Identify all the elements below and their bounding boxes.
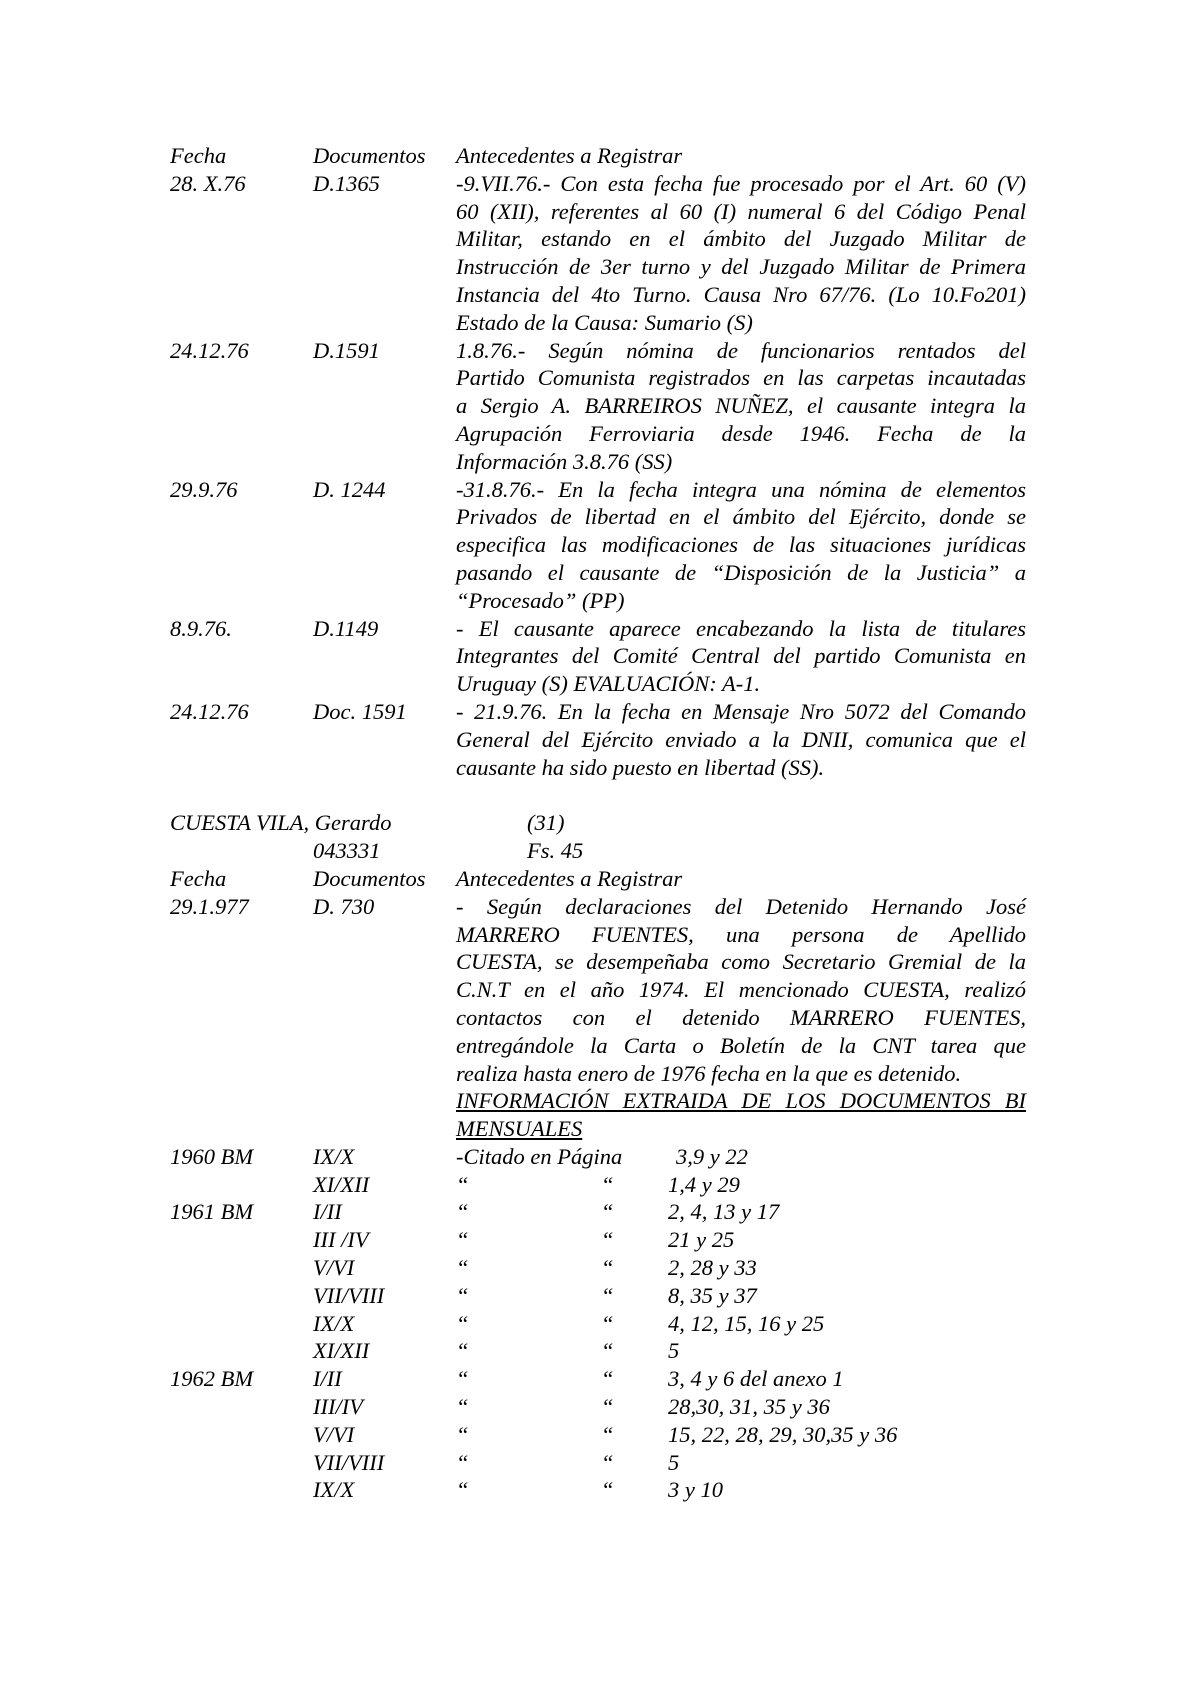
entry-line: -31.8.76.- En la fecha integra una nómina de elementos <box>456 476 1026 502</box>
entry-text <box>456 476 1026 615</box>
entry-line: Instancia del 4to Turno. Causa Nro 67/76. (Lo 10.Fo201) <box>456 281 1026 307</box>
header-antecedentes: Antecedentes a Registrar <box>456 865 683 891</box>
bm-pages: 4, 12, 15, 16 y 25 <box>668 1310 825 1336</box>
bm-period: III /IV <box>313 1227 369 1253</box>
person-id-row <box>170 837 1030 865</box>
entry-line: CUESTA, se desempeñaba como Secretario Gremial de la <box>456 949 1026 975</box>
entry-line: “Procesado” (PP) <box>456 587 625 613</box>
bm-citation <box>456 1254 1026 1282</box>
bm-citation <box>456 1171 1026 1199</box>
person-header <box>170 809 1030 837</box>
list-item <box>170 1171 1030 1199</box>
ditto-mark: “ <box>601 1338 614 1364</box>
list-item <box>170 1282 1030 1310</box>
ditto-mark: “ <box>456 1310 469 1336</box>
bm-year <box>170 1476 313 1504</box>
bm-pages: 3,9 y 22 <box>676 1143 748 1169</box>
bm-period: IX/X <box>313 1143 355 1169</box>
bm-year <box>170 1421 313 1449</box>
bm-citation <box>456 1310 1026 1338</box>
entry-line: a Sergio A. BARREIROS NUÑEZ, el causante integra la <box>456 393 1026 419</box>
list-item <box>170 1337 1030 1365</box>
bm-pages: 5 <box>668 1449 680 1475</box>
bm-citation <box>456 1143 1026 1171</box>
ditto-mark: “ <box>456 1394 469 1420</box>
entry-line: C.N.T en el año 1974. El mencionado CUESTA, realizó <box>456 977 1026 1003</box>
entry-fecha: 29.9.76 <box>170 476 238 502</box>
entry-line: -9.VII.76.- Con esta fecha fue procesado por el Art. 60 (V) <box>456 170 1026 196</box>
ditto-mark: “ <box>456 1255 469 1281</box>
bm-year: 1961 BM <box>170 1199 254 1225</box>
table-header-2 <box>170 865 1030 893</box>
entry-line: contactos con el detenido MARRERO FUENTES, <box>456 1004 1026 1030</box>
bm-cited-label: -Citado en Página <box>456 1143 623 1169</box>
table-row <box>170 615 1030 698</box>
ditto-mark: “ <box>601 1310 614 1336</box>
entry-line: 1.8.76.- Según nómina de funcionarios rentados del <box>456 337 1026 363</box>
entry-line: especifica las modificaciones de las situaciones jurídicas <box>456 532 1026 558</box>
bm-pages: 8, 35 y 37 <box>668 1282 757 1308</box>
bm-year <box>170 1226 313 1254</box>
entry-text <box>456 893 1026 1143</box>
table-row <box>170 476 1030 615</box>
bm-pages: 2, 28 y 33 <box>668 1255 757 1281</box>
list-item <box>170 1449 1030 1477</box>
bm-citation <box>456 1337 1026 1365</box>
bm-pages: 5 <box>668 1338 680 1364</box>
list-item <box>170 1365 1030 1393</box>
ditto-mark: “ <box>601 1421 614 1447</box>
person-id: 043331 <box>313 838 381 864</box>
ditto-mark: “ <box>601 1449 614 1475</box>
ditto-mark: “ <box>601 1199 614 1225</box>
ditto-mark: “ <box>456 1421 469 1447</box>
bm-citation <box>456 1282 1026 1310</box>
ditto-mark: “ <box>456 1338 469 1364</box>
bimensual-list <box>170 1143 1030 1504</box>
entry-line: realiza hasta enero de 1976 fecha en la que es detenido. <box>456 1060 962 1086</box>
bm-citation <box>456 1476 1026 1504</box>
section1-entries <box>170 170 1030 782</box>
ditto-mark: “ <box>456 1449 469 1475</box>
bm-period: III/IV <box>313 1394 363 1420</box>
ditto-mark: “ <box>456 1227 469 1253</box>
bm-year: 1962 BM <box>170 1366 254 1392</box>
entry-line: Uruguay (S) EVALUACIÓN: A-1. <box>456 671 761 697</box>
ditto-mark: “ <box>601 1366 614 1392</box>
bm-pages: 1,4 y 29 <box>668 1171 740 1197</box>
bm-year <box>170 1310 313 1338</box>
bm-period: VII/VIII <box>313 1449 385 1475</box>
ditto-mark: “ <box>456 1477 469 1503</box>
entry-fecha: 29.1.977 <box>170 893 249 919</box>
bm-period: V/VI <box>313 1255 355 1281</box>
document-page <box>170 142 1030 1504</box>
list-item <box>170 1254 1030 1282</box>
bm-citation <box>456 1449 1026 1477</box>
table-row <box>170 698 1030 781</box>
header-documentos: Documentos <box>313 865 426 891</box>
bm-pages: 3 y 10 <box>668 1477 723 1503</box>
entry-line: pasando el causante de “Disposición de la Justicia” a <box>456 559 1026 585</box>
entry-line: Militar, estando en el ámbito del Juzgado Militar de <box>456 226 1026 252</box>
header-antecedentes: Antecedentes a Registrar <box>456 143 683 168</box>
ditto-mark: “ <box>601 1227 614 1253</box>
header-fecha: Fecha <box>170 865 227 891</box>
bm-period: IX/X <box>313 1477 355 1503</box>
entry-text <box>456 170 1026 337</box>
entry-line: Agrupación Ferroviaria desde 1946. Fecha de la <box>456 420 1026 446</box>
bm-citation <box>456 1226 1026 1254</box>
entry-line: General del Ejército enviado a la DNII, comunica que el <box>456 726 1026 752</box>
entry-line: Integrantes del Comité Central del partido Comunista en <box>456 643 1026 669</box>
ditto-mark: “ <box>456 1282 469 1308</box>
entry-line: Privados de libertad en el ámbito del Ejército, donde se <box>456 504 1026 530</box>
bm-citation <box>456 1198 1026 1226</box>
ditto-mark: “ <box>601 1255 614 1281</box>
bm-year <box>170 1393 313 1421</box>
bm-year <box>170 1171 313 1199</box>
entry-line: Instrucción de 3er turno y del Juzgado Militar de Primera <box>456 254 1026 280</box>
bm-period: V/VI <box>313 1421 355 1447</box>
table-header <box>170 142 1030 170</box>
bm-period: VII/VIII <box>313 1282 385 1308</box>
bm-citation <box>456 1365 1026 1393</box>
ditto-mark: “ <box>456 1171 469 1197</box>
entry-doc: D. 1244 <box>313 476 386 502</box>
bm-year <box>170 1254 313 1282</box>
entry-fecha: 28. X.76 <box>170 170 246 196</box>
bm-citation <box>456 1421 1026 1449</box>
entry-doc: Doc. 1591 <box>313 698 407 724</box>
entry-fecha: 24.12.76 <box>170 698 249 724</box>
bm-pages: 2, 4, 13 y 17 <box>668 1199 780 1225</box>
bm-year <box>170 1337 313 1365</box>
bm-pages: 15, 22, 28, 29, 30,35 y 36 <box>668 1421 898 1447</box>
bm-pages: 28,30, 31, 35 y 36 <box>668 1394 830 1420</box>
entry-doc: D.1365 <box>313 170 380 196</box>
ditto-mark: “ <box>601 1282 614 1308</box>
entry-line: - Según declaraciones del Detenido Hernando José <box>456 893 1026 919</box>
table-row <box>170 893 1030 1143</box>
table-row <box>170 337 1030 476</box>
entry-line: - El causante aparece encabezando la lista de titulares <box>456 615 1026 641</box>
bm-year <box>170 1449 313 1477</box>
person-number: (31) <box>527 810 565 836</box>
entry-text <box>456 337 1026 476</box>
ditto-mark: “ <box>601 1171 614 1197</box>
bm-period: I/II <box>313 1199 342 1225</box>
person-folio: Fs. 45 <box>527 838 584 864</box>
entry-doc: D. 730 <box>313 893 375 919</box>
list-item <box>170 1143 1030 1171</box>
entry-line: entregándole la Carta o Boletín de la CNT tarea que <box>456 1032 1026 1058</box>
entry-doc: D.1149 <box>313 615 379 641</box>
list-item <box>170 1198 1030 1226</box>
list-item <box>170 1421 1030 1449</box>
bm-period: IX/X <box>313 1310 355 1336</box>
bm-pages: 3, 4 y 6 del anexo 1 <box>668 1366 844 1392</box>
list-item <box>170 1310 1030 1338</box>
subheading-line: MENSUALES <box>456 1116 583 1142</box>
ditto-mark: “ <box>601 1477 614 1503</box>
ditto-mark: “ <box>456 1366 469 1392</box>
header-fecha: Fecha <box>170 143 227 168</box>
bm-period: XI/XII <box>313 1338 370 1364</box>
entry-doc: D.1591 <box>313 337 380 363</box>
list-item <box>170 1476 1030 1504</box>
bm-period: XI/XII <box>313 1171 370 1197</box>
entry-text <box>456 615 1026 698</box>
table-row <box>170 170 1030 337</box>
bm-year: 1960 BM <box>170 1143 254 1169</box>
entry-line: Información 3.8.76 (SS) <box>456 448 673 474</box>
list-item <box>170 1226 1030 1254</box>
entry-line: 60 (XII), referentes al 60 (I) numeral 6 del Código Penal <box>456 198 1026 224</box>
ditto-mark: “ <box>601 1394 614 1420</box>
section-spacer <box>170 781 1030 809</box>
entry-line: MARRERO FUENTES, una persona de Apellido <box>456 921 1026 947</box>
entry-line: - 21.9.76. En la fecha en Mensaje Nro 5072 del Comando <box>456 698 1026 724</box>
entry-text <box>456 698 1026 781</box>
ditto-mark: “ <box>456 1199 469 1225</box>
bm-period: I/II <box>313 1366 342 1392</box>
header-documentos: Documentos <box>313 143 426 168</box>
list-item <box>170 1393 1030 1421</box>
entry-line: causante ha sido puesto en libertad (SS). <box>456 754 825 780</box>
person-name: CUESTA VILA, Gerardo <box>170 810 392 836</box>
bm-citation <box>456 1393 1026 1421</box>
bm-pages: 21 y 25 <box>668 1227 735 1253</box>
subheading-line: INFORMACIÓN EXTRAIDA DE LOS DOCUMENTOS BI <box>456 1088 1026 1114</box>
entry-fecha: 24.12.76 <box>170 337 249 363</box>
entry-line: Estado de la Causa: Sumario (S) <box>456 309 753 335</box>
entry-fecha: 8.9.76. <box>170 615 232 641</box>
bm-year <box>170 1282 313 1310</box>
entry-line: Partido Comunista registrados en las carpetas incautadas <box>456 365 1026 391</box>
